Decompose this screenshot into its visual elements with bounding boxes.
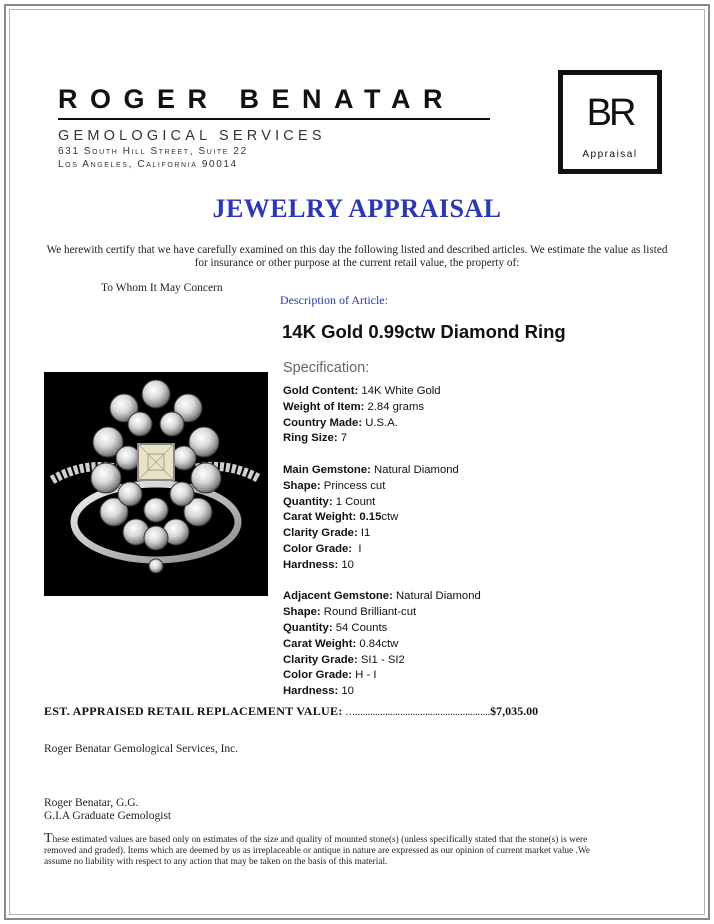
- article-title: 14K Gold 0.99ctw Diamond Ring: [282, 321, 566, 342]
- spec-ring-size: Ring Size: 7: [283, 432, 348, 445]
- spec-adjacent-quantity: Quantity: 54 Counts: [283, 621, 388, 634]
- logo-monogram: BR: [586, 92, 634, 134]
- certification-intro: We herewith certify that we have carefully examined on this day the following listed and described articles. We estimate the value as listed for insurance or other purpose at the current retail value, the property of:: [46, 244, 668, 269]
- spec-gold-content: Gold Content: 14K White Gold: [283, 385, 441, 397]
- spec-main-color: Color Grade: I: [283, 542, 362, 555]
- appraised-value-row: [44, 704, 584, 719]
- signer-title: G.I.A Graduate Gemologist: [44, 810, 172, 822]
- signature-block: [44, 797, 171, 823]
- address-line-2: Los Angeles, California 90014: [58, 159, 238, 170]
- address-line-1: 631 South Hill Street, Suite 22: [58, 146, 248, 157]
- spec-main-gemstone: Main Gemstone: Natural Diamond: [283, 463, 459, 476]
- description-label: Description of Article:: [280, 293, 388, 307]
- appraised-value-amount: $7,035.00: [490, 704, 539, 718]
- signer-name: Roger Benatar, G.G.: [44, 797, 139, 809]
- spec-country: Country Made: U.S.A.: [283, 416, 398, 429]
- letterhead: [58, 84, 490, 170]
- spec-adjacent-clarity: Clarity Grade: SI1 - SI2: [283, 653, 405, 666]
- logo-label: Appraisal: [582, 149, 638, 160]
- spec-adjacent-hardness: Hardness: 10: [283, 685, 354, 698]
- spec-main-hardness: Hardness: 10: [283, 558, 354, 571]
- spec-adjacent-gemstone: Adjacent Gemstone: Natural Diamond: [283, 590, 481, 603]
- spec-main-quantity: Quantity: 1 Count: [283, 495, 376, 508]
- leader-dots: …......................................................: [342, 707, 491, 718]
- spec-main-shape: Shape: Princess cut: [283, 479, 386, 492]
- letterhead-rule: [58, 118, 490, 120]
- disclaimer: [44, 831, 604, 867]
- ring-photo: [44, 372, 268, 596]
- recipient: To Whom It May Concern: [101, 282, 223, 294]
- disclaimer-initial: T: [44, 831, 53, 846]
- ring-image: [44, 372, 268, 596]
- spec-main-clarity: Clarity Grade: I1: [283, 527, 371, 540]
- document-title: JEWELRY APPRAISAL: [212, 194, 502, 223]
- spec-adjacent-shape: Shape: Round Brilliant-cut: [283, 606, 417, 619]
- disclaimer-text: hese estimated values are based only on estimates of the size and quality of mounted stone(s) (unless specifically stated that the stone(s) is were removed and graded). Items which are deemed by us as irreplaceable or antique in nature are expressed as our opinion of current market value .We assume no liability with respect to any action that may be taken on the basis of this material.: [44, 835, 590, 867]
- spec-adjacent-carat: Carat Weight: 0.84ctw: [283, 637, 399, 650]
- specification-list: [283, 384, 481, 700]
- spec-weight: Weight of Item: 2.84 grams: [283, 400, 425, 413]
- company-division: GEMOLOGICAL SERVICES: [58, 128, 326, 144]
- company-line: Roger Benatar Gemological Services, Inc.: [44, 743, 239, 755]
- spec-adjacent-color: Color Grade: H - I: [283, 669, 377, 682]
- appraisal-logo: [558, 70, 662, 174]
- spec-main-carat: Carat Weight: 0.15ctw: [283, 511, 399, 524]
- specification-label: Specification:: [283, 360, 370, 376]
- company-name: ROGER BENATAR: [58, 84, 455, 114]
- appraised-value-label: EST. APPRAISED RETAIL REPLACEMENT VALUE:: [44, 704, 343, 718]
